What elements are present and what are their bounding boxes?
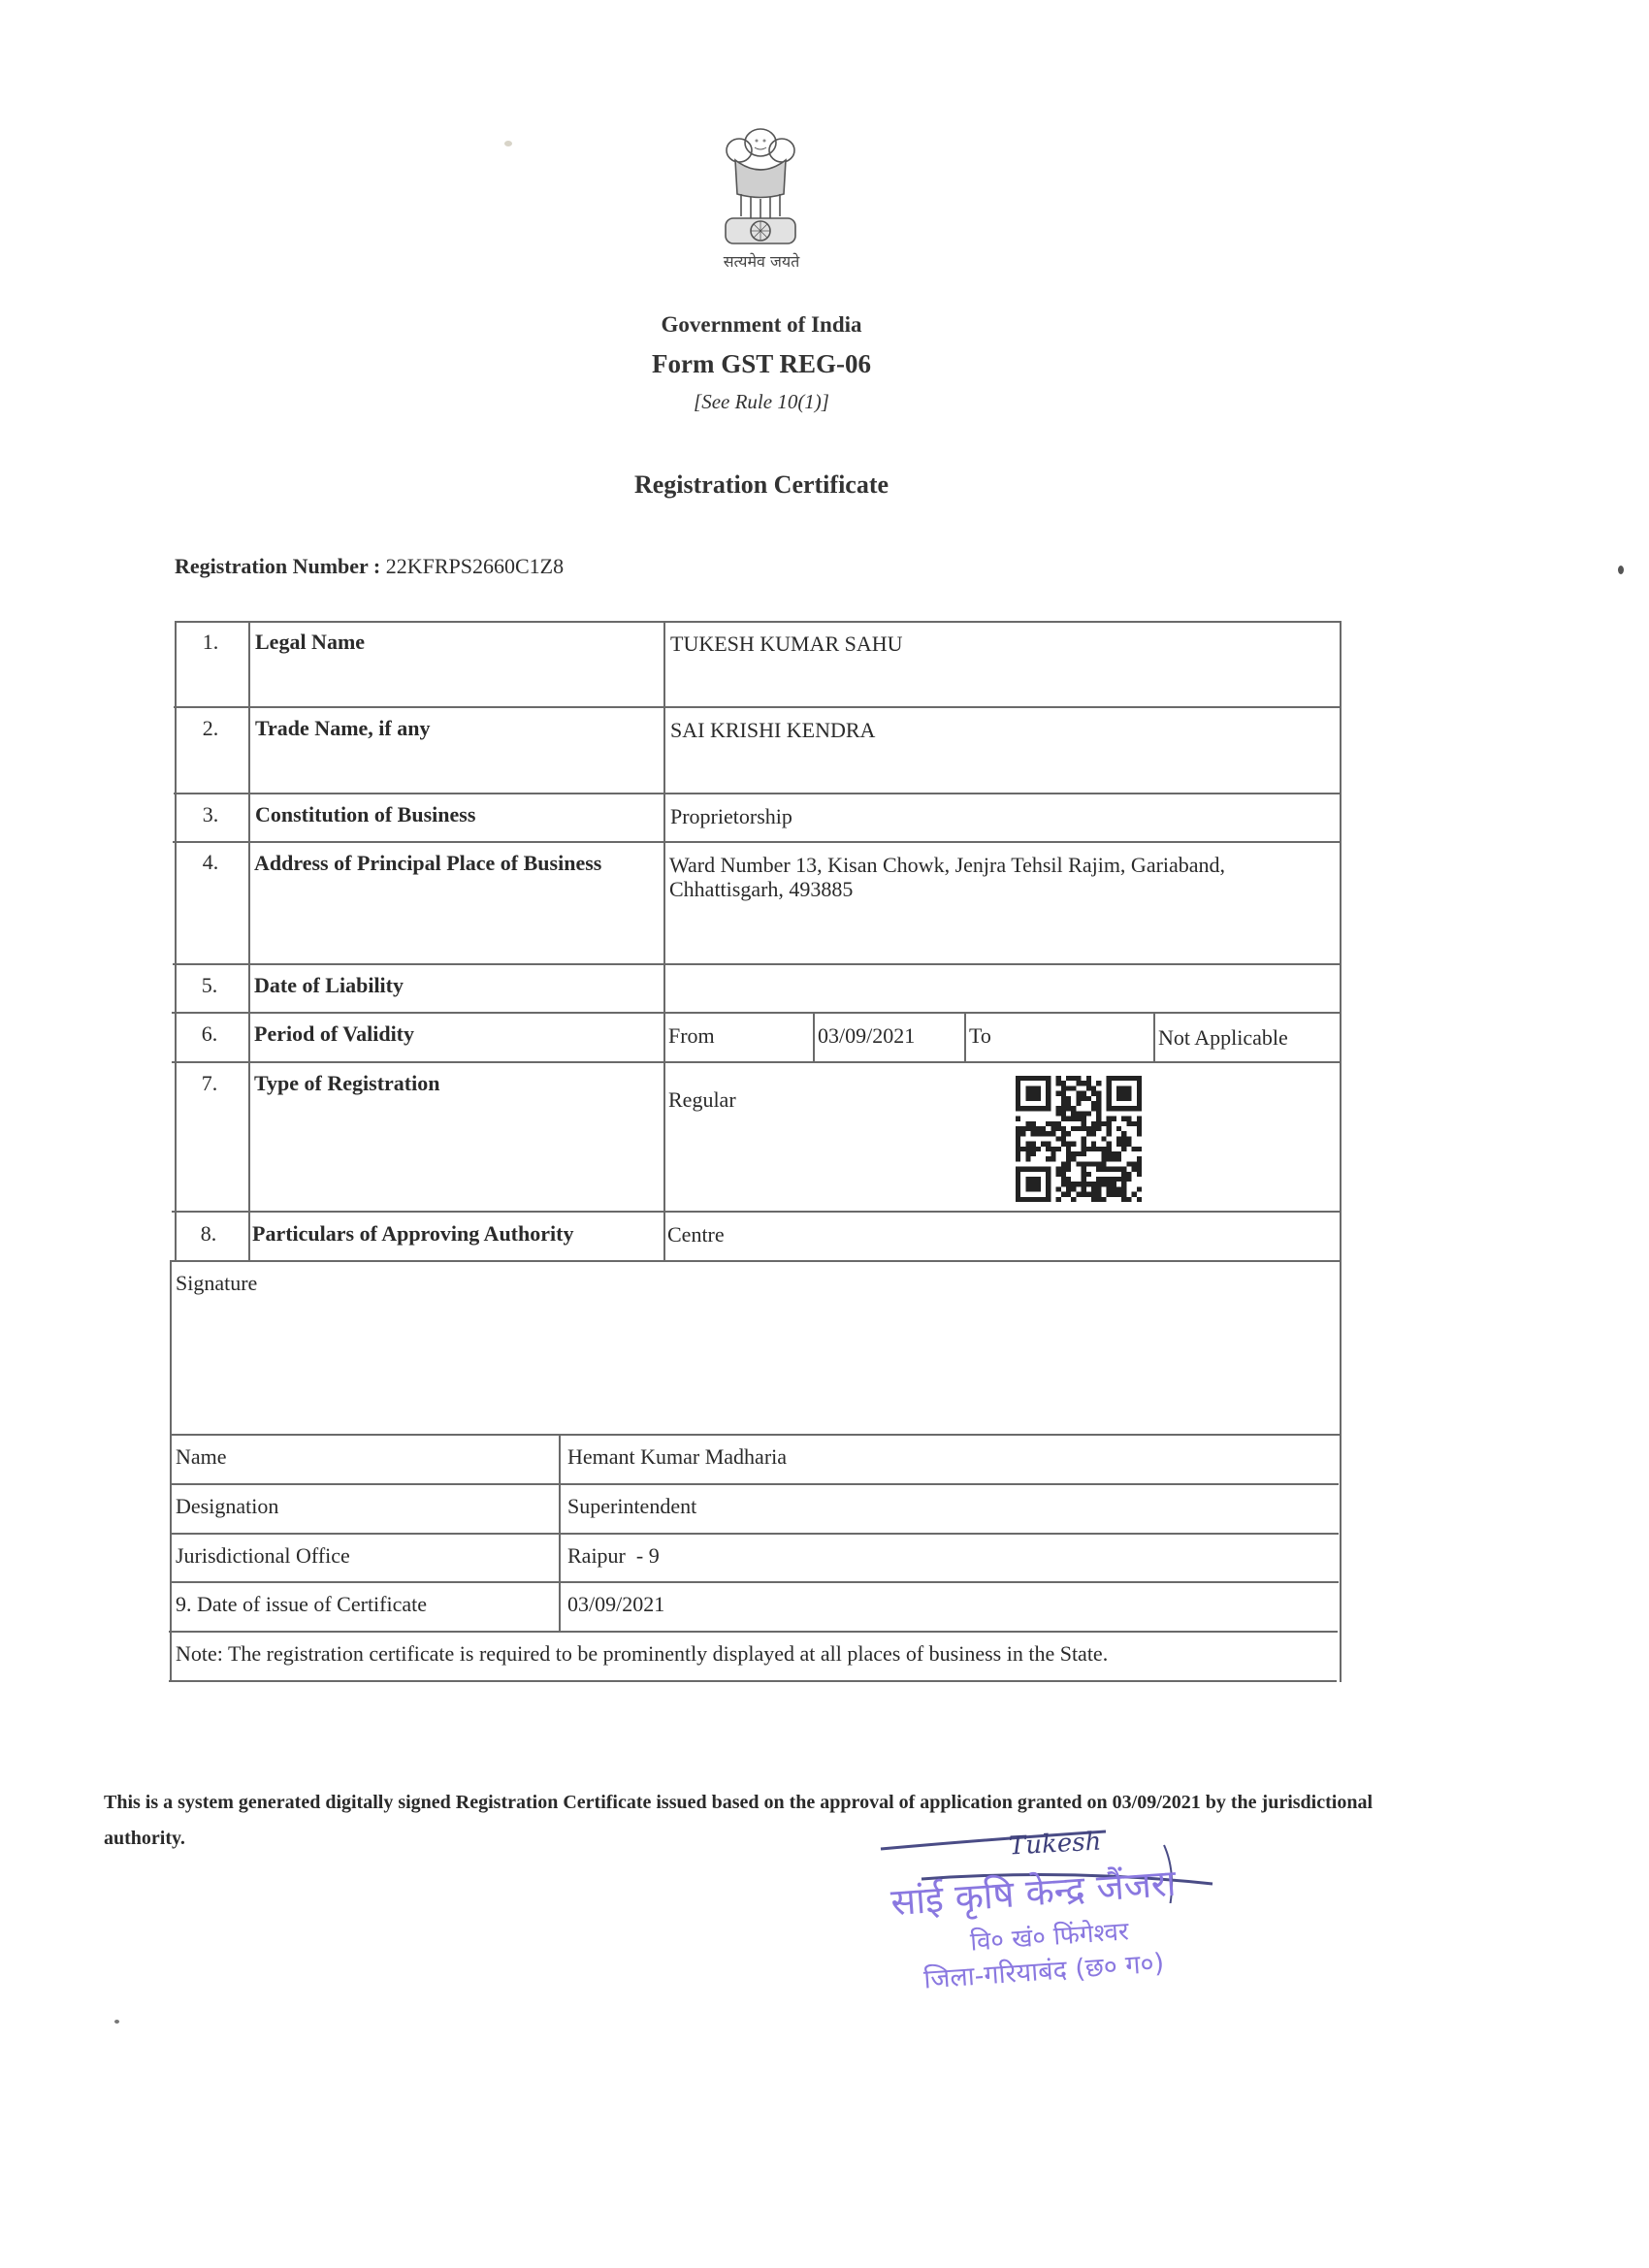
jurisdictional-office-value: Raipur - 9	[567, 1543, 660, 1568]
table-border	[1340, 621, 1342, 1682]
table-divider	[170, 1483, 1339, 1485]
table-divider	[169, 1631, 1338, 1633]
row-number: 2.	[202, 716, 219, 740]
table-divider	[172, 1012, 1342, 1014]
table-divider	[172, 1061, 1342, 1063]
signature-label: Signature	[176, 1271, 258, 1295]
row-number: 6.	[201, 1021, 218, 1046]
row-number: 3.	[202, 802, 219, 826]
approving-authority-label: Particulars of Approving Authority	[252, 1221, 574, 1246]
registration-type-value: Regular	[668, 1087, 736, 1112]
scan-speck	[504, 141, 512, 146]
stamp-block: वि० खं० फिंगेश्वर	[969, 1917, 1130, 1958]
business-stamp	[873, 1826, 1280, 1995]
date-of-issue-value: 03/09/2021	[567, 1592, 665, 1616]
form-name: Form GST REG-06	[651, 349, 871, 378]
period-of-validity-label: Period of Validity	[254, 1021, 415, 1046]
table-border	[169, 1680, 1337, 1682]
validity-from-label: From	[668, 1023, 715, 1048]
validity-from-value: 03/09/2021	[818, 1023, 916, 1048]
row-number: 1.	[202, 630, 219, 654]
handwritten-signature: Tukesh	[1008, 1827, 1103, 1862]
registration-type-label: Type of Registration	[254, 1071, 440, 1095]
scan-speck	[1618, 566, 1624, 574]
table-divider	[172, 1211, 1342, 1213]
registration-number	[175, 554, 564, 579]
jurisdictional-office-label: Jurisdictional Office	[176, 1543, 350, 1568]
scan-speck	[114, 2020, 119, 2024]
signatory-name-value: Hemant Kumar Madharia	[567, 1444, 788, 1469]
table-divider	[173, 963, 1342, 965]
government-heading: Government of India	[661, 312, 862, 337]
emblem-motto: सत्यमेव जयते	[723, 252, 800, 271]
table-divider	[663, 621, 665, 1261]
legal-name-value: TUKESH KUMAR SAHU	[670, 632, 903, 656]
constitution-label: Constitution of Business	[255, 802, 476, 826]
rule-reference: [See Rule 10(1)]	[694, 390, 829, 413]
stamp-district: जिला-गरियाबंद (छ० ग०)	[922, 1948, 1166, 1995]
constitution-value: Proprietorship	[670, 804, 792, 828]
table-divider	[170, 1581, 1339, 1583]
table-divider	[170, 1533, 1339, 1535]
date-of-liability-label: Date of Liability	[254, 973, 404, 997]
stamp-business-name: सांई कृषि केन्द्र जैंजरा	[889, 1861, 1178, 1925]
table-border	[170, 1260, 172, 1682]
table-divider	[964, 1012, 966, 1062]
table-divider	[559, 1434, 561, 1632]
table-divider	[171, 1260, 1341, 1262]
registration-number-label: Registration Number :	[175, 554, 381, 578]
designation-value: Superintendent	[567, 1494, 697, 1518]
row-number: 5.	[201, 973, 218, 997]
table-divider	[248, 621, 250, 1261]
address-value: Ward Number 13, Kisan Chowk, Jenjra Tehsil Rajim, Gariaband, Chhattisgarh, 493885	[669, 853, 1226, 901]
row-number: 8.	[200, 1221, 217, 1246]
national-emblem-icon	[716, 121, 805, 252]
system-generated-notice: This is a system generated digitally signed Registration Certificate issued based on the approval of application granted on 03/09/2021 by the jurisdictional authority.	[104, 1792, 1373, 1849]
validity-to-label: To	[969, 1023, 991, 1048]
trade-name-label: Trade Name, if any	[255, 716, 431, 740]
table-divider	[813, 1012, 815, 1062]
row-number: 7.	[201, 1071, 218, 1095]
display-note: Note: The registration certificate is required to be prominently displayed at all places of business in the State.	[176, 1641, 1109, 1666]
date-of-issue-label: 9. Date of issue of Certificate	[176, 1592, 428, 1616]
approving-authority-value: Centre	[667, 1222, 725, 1247]
validity-to-value: Not Applicable	[1158, 1025, 1288, 1050]
legal-name-label: Legal Name	[255, 630, 366, 654]
table-divider	[174, 706, 1342, 708]
table-divider	[174, 793, 1342, 794]
certificate-title: Registration Certificate	[633, 470, 889, 499]
table-border	[175, 621, 1342, 623]
signatory-name-label: Name	[176, 1444, 227, 1469]
address-label: Address of Principal Place of Business	[254, 851, 602, 875]
table-divider	[173, 841, 1342, 843]
qr-code-icon	[1016, 1076, 1142, 1202]
table-divider	[1153, 1012, 1155, 1062]
row-number: 4.	[202, 850, 219, 874]
table-divider	[170, 1434, 1340, 1436]
registration-number-value: 22KFRPS2660C1Z8	[385, 554, 565, 578]
designation-label: Designation	[176, 1494, 279, 1518]
trade-name-value: SAI KRISHI KENDRA	[670, 718, 876, 742]
